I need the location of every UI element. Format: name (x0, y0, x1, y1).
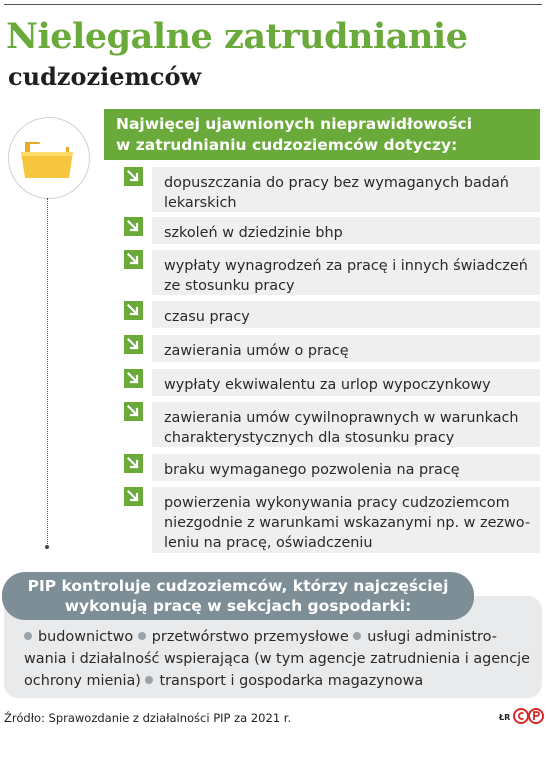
list-item-text (152, 167, 540, 212)
timeline-line (47, 198, 48, 544)
list-item-text (152, 217, 540, 244)
arrow-down-right-icon (124, 402, 143, 421)
folder-icon-circle (8, 117, 90, 199)
source-note: Źródło: Sprawozdanie z działalności PIP za 2021 r. (4, 711, 292, 725)
list-item-line: zawierania umów o pracę (164, 343, 349, 359)
arrow-down-right-icon (124, 250, 143, 269)
list-item-text (152, 402, 540, 447)
arrow-down-right-icon (124, 454, 143, 473)
list-item-text (152, 487, 540, 553)
pip-sectors-line (24, 626, 534, 648)
list-item-line: dopuszczania do pracy bez wymaganych badań (164, 175, 509, 191)
list-item-text (152, 250, 540, 295)
page-subtitle: cudzoziemców (8, 62, 202, 91)
list-item-line: ze stosunku pracy (164, 278, 295, 294)
violations-header-line: Najwięcej ujawnionych nieprawidłowości (116, 115, 473, 133)
list-item-line: wypłaty ekwiwalentu za urlop wypoczynkowy (164, 377, 491, 393)
sector-label: ochrony mienia) (24, 673, 141, 689)
list-item-line: charakterystycznych dla stosunku pracy (164, 430, 455, 446)
list-item-line: szkoleń w dziedzinie bhp (164, 225, 343, 241)
author-credit: ŁR (499, 713, 511, 722)
pip-header-line: wykonują pracę w sekcjach gospodarki: (64, 597, 412, 615)
folder-icon (9, 118, 89, 198)
list-item-line: braku wymaganego pozwolenia na pracę (164, 462, 460, 478)
list-item-line: czasu pracy (164, 309, 250, 325)
pip-header (2, 572, 474, 620)
list-item-line: powierzenia wykonywania pracy cudzoziemcom (164, 495, 510, 511)
sector-label: budownictwo (38, 629, 134, 645)
list-item-line: lekarskich (164, 195, 237, 211)
bullet-icon (24, 632, 32, 640)
arrow-down-right-icon (124, 487, 143, 506)
list-item-text (152, 301, 540, 328)
timeline-end-dot (45, 545, 49, 549)
arrow-down-right-icon (124, 167, 143, 186)
cp-logo (513, 707, 545, 725)
list-item-text (152, 369, 540, 396)
violations-header-line: w zatrudnianiu cudzoziemców dotyczy: (116, 136, 458, 154)
violations-header (104, 109, 540, 160)
list-item-line: wypłaty wynagrodzeń za pracę i innych świadczeń (164, 258, 528, 274)
sector-label: usługi administro- (367, 629, 497, 645)
pip-sectors-line (24, 670, 534, 692)
arrow-down-right-icon (124, 335, 143, 354)
arrow-down-right-icon (124, 301, 143, 320)
list-item-line: niezgodnie z warunkami wskazanymi np. w zezwo- (164, 515, 531, 531)
sector-label: transport i gospodarka magazynowa (159, 673, 424, 689)
arrow-down-right-icon (124, 369, 143, 388)
pip-sectors-line: wania i działalność wspierająca (w tym agencje zatrudnienia i agencje (24, 651, 531, 667)
pip-header-line: PIP kontroluje cudzoziemców, którzy najczęściej (27, 577, 449, 595)
page-title: Nielegalne zatrudnianie (6, 16, 468, 57)
bullet-icon (138, 632, 146, 640)
bullet-icon (145, 676, 153, 684)
list-item-text (152, 335, 540, 362)
bullet-icon (353, 632, 361, 640)
list-item-text (152, 454, 540, 481)
top-rule (4, 4, 542, 5)
list-item-line: leniu na pracę, oświadczeniu (164, 535, 373, 551)
arrow-down-right-icon (124, 217, 143, 236)
list-item-line: zawierania umów cywilnoprawnych w warunkach (164, 410, 519, 426)
sector-label: przetwórstwo przemysłowe (151, 629, 349, 645)
